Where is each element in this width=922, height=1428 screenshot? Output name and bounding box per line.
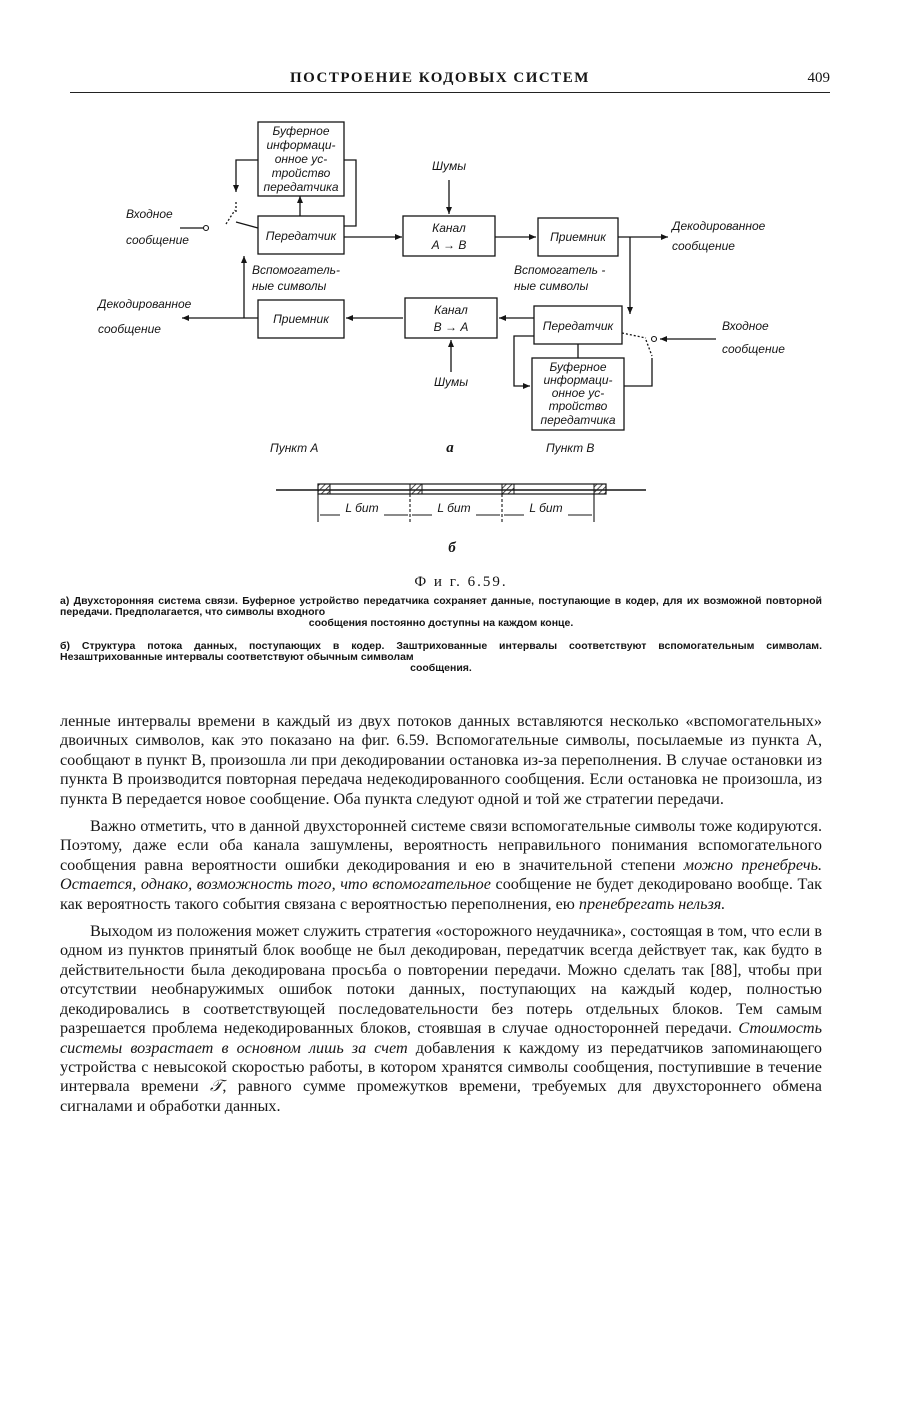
figure-caption-title: Ф и г. 6.59. [414,574,508,590]
paragraph-3-italic: Стоимость системы возрастает в основном лишь за счет [60,1019,822,1057]
aux-interval [502,484,514,494]
svg-text:Канал [434,303,468,317]
svg-text:Приемник [550,230,607,244]
svg-text:Входное [722,319,769,333]
svg-text:сообщение [722,342,785,356]
aux-right-line-2: ные символы [514,279,589,293]
svg-text:Пункт А [270,441,318,455]
page-number: 409 [807,70,830,86]
svg-text:Вспомогатель - [514,263,605,277]
svg-text:L бит [437,501,470,515]
svg-text:В → А [434,320,469,334]
figure-b-label: б [448,540,456,556]
figure-a-label: а [446,440,454,456]
noise-bottom-label: Шумы [433,375,469,389]
svg-text:Вспомогатель- [252,263,340,277]
aux-interval [410,484,422,494]
paragraph-2-part-2: сообщение не будет декодировано вообще. Так как вероятность такого события связана с вероятностью переполнения, ею [60,875,822,913]
channel-ab-line-1: Канал [432,221,466,235]
caption-b-text: б) Структура потока данных, поступающих в кодер. Заштрихованные интервалы соответствуют вспомогательным символам. Незаштрихованные интервалы соответствуют обычным символам [60,640,822,663]
caption-a-end: сообщения постоянно доступны на каждом конце. [308,617,574,629]
caption-a [60,596,822,629]
svg-text:Шумы [434,375,468,389]
svg-text:Шумы [432,159,466,173]
segment-label-3: L бит [529,501,563,515]
header-rule [70,92,830,93]
body-text [60,712,822,1116]
input-right-line-2: сообщение [722,342,785,356]
channel-ba-line-1: Канал [434,303,468,317]
paragraph-2-italic-2: пренебрегать нельзя. [578,894,726,913]
svg-text:L бит [529,501,562,515]
buffer-bottom-line-2: информаци- [543,373,613,387]
paragraph-1: ленные интервалы времени в каждый из двух потоков данных вставляются несколько «вспомогательных» двоичных символов, как это показано на фиг. 6.59. Вспомогательные символы, посылаемые из пункта А, сообщают в пункт В, произошла ли при декодировании остановка из-за переполнения. В случае остановки из пункта В производится повторная передача недекодированного сообщения. Если остановка не произошла, из пункта В передается новое сообщение. Оба пункта следуют одной и той же стратегии передачи. [60,712,822,808]
input-left-line-2: сообщение [126,233,189,247]
caption-b-end: сообщения. [410,662,472,674]
buffer-bottom-line-5: передатчика [540,413,616,427]
receiver-a-label: Приемник [273,312,329,326]
svg-text:б [448,540,456,556]
segment-label-2: L бит [437,501,471,515]
svg-text:передатчика [263,180,338,194]
svg-text:Приемник [273,312,330,326]
svg-text:Буферное [272,124,329,138]
paragraph-3-part-3: , равного сумме промежутков времени, требуемых для двухстороннего обмена сигналами и обработки данных. [60,1077,822,1115]
svg-text:Входное [126,207,173,221]
aux-left-line-2: ные символы [252,279,327,293]
input-right-line-1: Входное [722,319,769,333]
decoded-right-line-1: Декодированное [672,219,766,233]
aux-interval [318,484,330,494]
svg-text:а [446,440,454,456]
paragraph-3 [60,922,822,1116]
svg-text:тройство [549,399,608,413]
paragraph-3-part-1: Выходом из положения может служить стратегия «осторожного неудачника», состоящая в том, что если в одном из пунктов принятый блок вообще не был декодирован, передатчик всегда действует так, как будто в действительности была декодирована просьба о повторении передачи. Можно сделать так [88], чтобы при отсутствии необнаружимых ошибок потоки данных, поступающих на каждый кодер, полностью декодировались в соответствующей последовательности без потерь отдельных блоков. Тем самым разрешается проблема недекодированных блоков, стоявшая в случае односторонней передачи. [60,922,822,1038]
svg-text:передатчика [540,413,615,427]
svg-text:Декодированное [96,297,192,311]
receiver-b-label: Приемник [550,230,606,244]
svg-text:Декодированное [670,219,766,233]
figure-6-59 [0,100,922,570]
buffer-bottom-line-3: онное ус- [551,386,605,400]
running-header [60,70,830,92]
decoded-left-line-1: Декодированное [98,297,192,311]
channel-ab-line-2: А → В [431,238,467,252]
buffer-top-line-3: онное ус- [274,152,328,166]
svg-text:ные символы [514,279,589,293]
svg-text:Пункт В [546,441,594,455]
point-b-label: Пункт В [546,441,595,455]
svg-text:L бит [345,501,378,515]
segment-label-1: L бит [345,501,379,515]
time-interval-symbol: 𝒯 [209,1077,223,1096]
svg-text:тройство [272,166,331,180]
transmitter-b-label: Передатчик [542,319,614,333]
point-a-label: Пункт А [270,441,319,455]
aux-interval [594,484,606,494]
svg-text:Буферное [549,360,606,374]
svg-text:онное ус- [275,152,328,166]
paragraph-2 [60,817,822,914]
decoded-right-line-2: сообщение [672,239,735,253]
svg-text:Канал [432,221,466,235]
svg-text:Передатчик [266,229,338,243]
paragraph-3-part-2: добавления к каждому из передатчиков запоминающего устройства с невысокой скоростью работы, в котором хранятся символы сообщения, поступившие в течение интервала времени [60,1038,822,1096]
buffer-bottom-line-1: Буферное [549,360,607,374]
buffer-bottom-line-4: тройство [548,399,608,413]
aux-right-line-1: Вспомогатель - [514,263,606,277]
aux-left-line-1: Вспомогатель- [252,263,340,277]
svg-text:А → В [431,238,467,252]
svg-text:информаци- [266,138,335,152]
transmitter-a-label: Передатчик [265,229,337,243]
svg-text:Передатчик [543,319,615,333]
noise-top-label: Шумы [431,159,467,173]
buffer-top-line-1: Буферное [272,124,330,138]
buffer-top-line-4: тройство [271,166,331,180]
caption-a-text: а) Двухсторонняя система связи. Буферное устройство передатчика сохраняет данные, поступающие в кодер, для их возможной повторной передачи. Предполагается, что символы входного [60,595,822,618]
caption-b [60,641,822,674]
svg-text:сообщение [98,322,161,336]
decoded-left-line-2: сообщение [98,322,161,336]
svg-text:сообщение [672,239,735,253]
paragraph-2-part-1: Важно отметить, что в данной двухсторонней системе связи вспомогательные символы тоже кодируются. Поэтому, даже если оба канала зашумлены, вероятность неправильного понимания вспомогательного сообщения равна вероятности ошибки декодирования и ею в значительной степени [60,817,822,874]
svg-text:онное ус- [552,386,605,400]
buffer-top-line-2: информаци- [266,138,336,152]
channel-ba-line-2: В → А [433,320,469,334]
paragraph-2-italic-1: можно пренебречь. Остается, однако, возможность того, что вспомогательное [60,855,822,894]
svg-text:ные символы [252,279,327,293]
input-left-line-1: Входное [126,207,173,221]
svg-text:сообщение [126,233,189,247]
buffer-top-line-5: передатчика [263,180,339,194]
svg-text:информаци- [543,373,612,387]
running-title: ПОСТРОЕНИЕ КОДОВЫХ СИСТЕМ [290,70,590,86]
